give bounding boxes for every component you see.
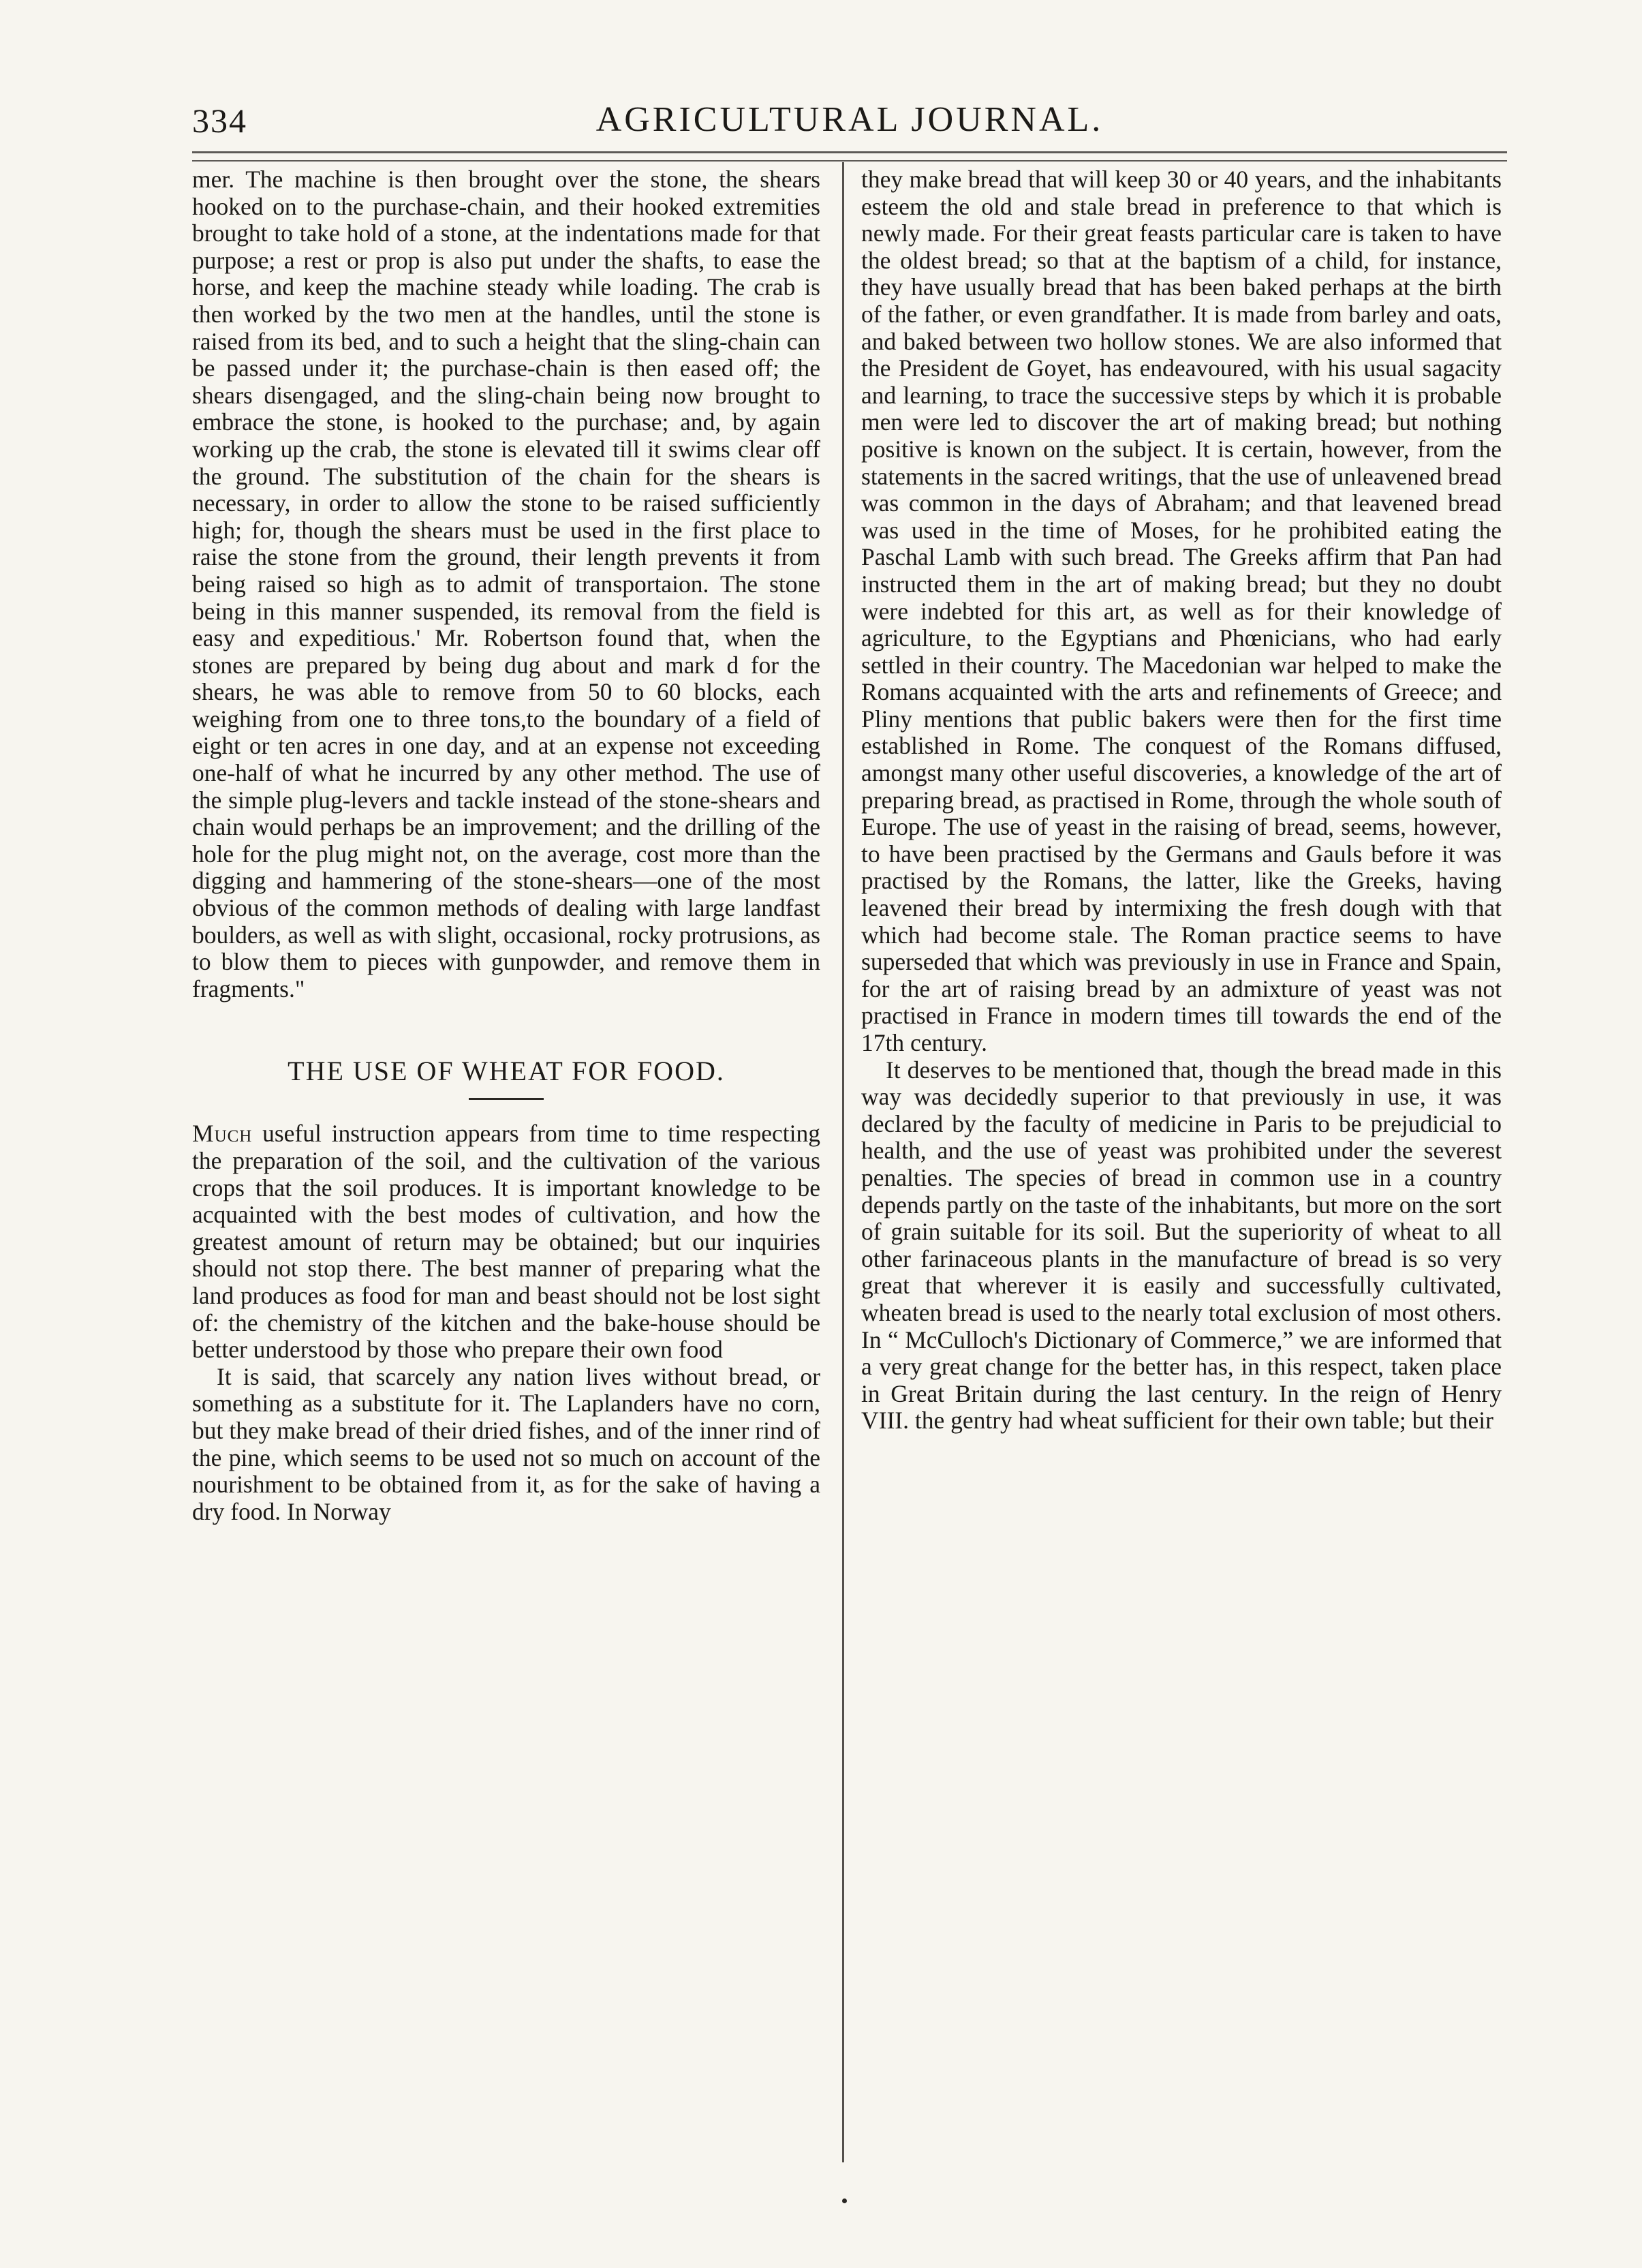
right-column <box>861 166 1502 1435</box>
page-header <box>192 95 1507 147</box>
title-rule <box>469 1098 544 1100</box>
page-number: 334 <box>192 102 247 140</box>
running-head: AGRICULTURAL JOURNAL. <box>595 100 1104 139</box>
footer-mark <box>842 2198 847 2203</box>
paragraph <box>192 1120 820 1363</box>
section-title: THE USE OF WHEAT FOR FOOD. <box>288 1056 725 1087</box>
column-divider <box>842 162 844 2162</box>
paragraph: they make bread that will keep 30 or 40 years, and the inhabitants esteem the old and stale bread in preference to that which is newly made. For their great feasts particular care is taken to have the oldest bread; so that at the baptism of a child, for instance, they have usually bread that has been baked perhaps at the birth of the father, or even grandfather. It is made from barley and oats, and baked between two hollow stones. We are also informed that the President de Goyet, has endeavoured, with his usual sagacity and learning, to trace the successive steps by which it is probable men were led to discover the art of making bread; but nothing positive is known on the subject. It is certain, however, from the statements in the sacred writings, that the use of unleavened bread was common in the days of Abraham; and that leavened bread was used in the time of Moses, for he prohibited eating the Paschal Lamb with such bread. The Greeks affirm that Pan had instructed them in the art of making bread; but they no doubt were indebted for this art, as well as for their knowledge of agriculture, to the Egyptians and Phœnicians, who had early settled in their country. The Macedonian war helped to make the Romans acquainted with the arts and refinements of Greece; and Pliny mentions that public bakers were then for the first time established in Rome. The conquest of the Romans diffused, amongst many other useful discoveries, a knowledge of the art of preparing bread, as practised in Rome, through the whole south of Europe. The use of yeast in the raising of bread, seems, however, to have been practised by the Germans and Gauls before it was practised by the Romans, the latter, like the Greeks, having leavened their bread by intermixing the fresh dough with that which had become stale. The Roman practice seems to have superseded that which was previously in use in France and Spain, for the art of raising bread by an admixture of yeast was not practised in France in modern times till towards the end of the 17th century. <box>861 166 1502 1056</box>
left-column <box>192 166 820 1525</box>
paragraph-text: useful instruction appears from time to time respecting the preparation of the soil, and the cultivation of the various crops that the soil produces. It is important knowledge to be acquainted with the best modes of cultivation, and how the greatest amount of return may be obtained; but our inquiries should not stop there. The best manner of preparing what the land produces as food for man and beast should not be lost sight of: the chemistry of the kitchen and the bake-house should be better understood by those who prepare their own food <box>192 1120 821 1364</box>
lead-word: Much <box>192 1120 253 1148</box>
paragraph: It is said, that scarcely any nation lives without bread, or something as a substitute for it. The Laplanders have no corn, but they make bread of their dried fishes, and of the inner rind of the pine, which seems to be used not so much on account of the nourishment to be obtained from it, as for the sake of having a dry food. In Norway <box>192 1362 820 1525</box>
header-rule <box>192 151 1507 162</box>
paragraph: It deserves to be mentioned that, though the bread made in this way was decidedly superior to that previously in use, it was declared by the faculty of medicine in Paris to be prejudicial to health, and the use of yeast was prohibited under the severest penalties. The species of bread in common use in a country depends partly on the taste of the inhabitants, but more on the sort of grain suitable for its soil. But the superiority of wheat to all other farinaceous plants in the manufacture of bread is so very great that wherever it is easily and successfully cultivated, wheaten bread is used to the nearly total exclusion of most others. In “ McCulloch's Dictionary of Commerce,” we are informed that a very great change for the better has, in this respect, taken place in Great Britain during the last century. In the reign of Henry VIII. the gentry had wheat sufficient for their own table; but their <box>861 1056 1502 1435</box>
paragraph: mer. The machine is then brought over the stone, the shears hooked on to the purchase-chain, and their hooked extremities brought to take hold of a stone, at the indentations made for that purpose; a rest or prop is also put under the shafts, to ease the horse, and keep the machine steady while loading. The crab is then worked by the two men at the handles, until the stone is raised from its bed, and to such a height that the sling-chain can be passed under it; the purchase-chain is then eased off; the shears disengaged, and the sling-chain being now brought to embrace the stone, is hooked to the purchase; and, by again working up the crab, the stone is elevated till it swims clear off the ground. The substitution of the chain for the shears is necessary, in order to allow the stone to be raised sufficiently high; for, though the shears must be used in the first place to raise the stone from the ground, their length prevents it from being raised so high as to admit of transportaion. The stone being in this manner suspended, its removal from the field is easy and expeditious.' Mr. Robertson found that, when the stones are prepared by being dug about and mark d for the shears, he was able to remove from 50 to 60 blocks, each weighing from one to three tons,to the boundary of a field of eight or ten acres in one day, and at an expense not exceeding one-half of what he incurred by any other method. The use of the simple plug-levers and tackle instead of the stone-shears and chain would perhaps be an improvement; and the drilling of the hole for the plug might not, on the average, cost more than the digging and hammering of the stone-shears—one of the most obvious of the common methods of dealing with large landfast boulders, as well as with slight, occasional, rocky protrusions, as to blow them to pieces with gunpowder, and remove them in fragments." <box>192 166 820 1002</box>
